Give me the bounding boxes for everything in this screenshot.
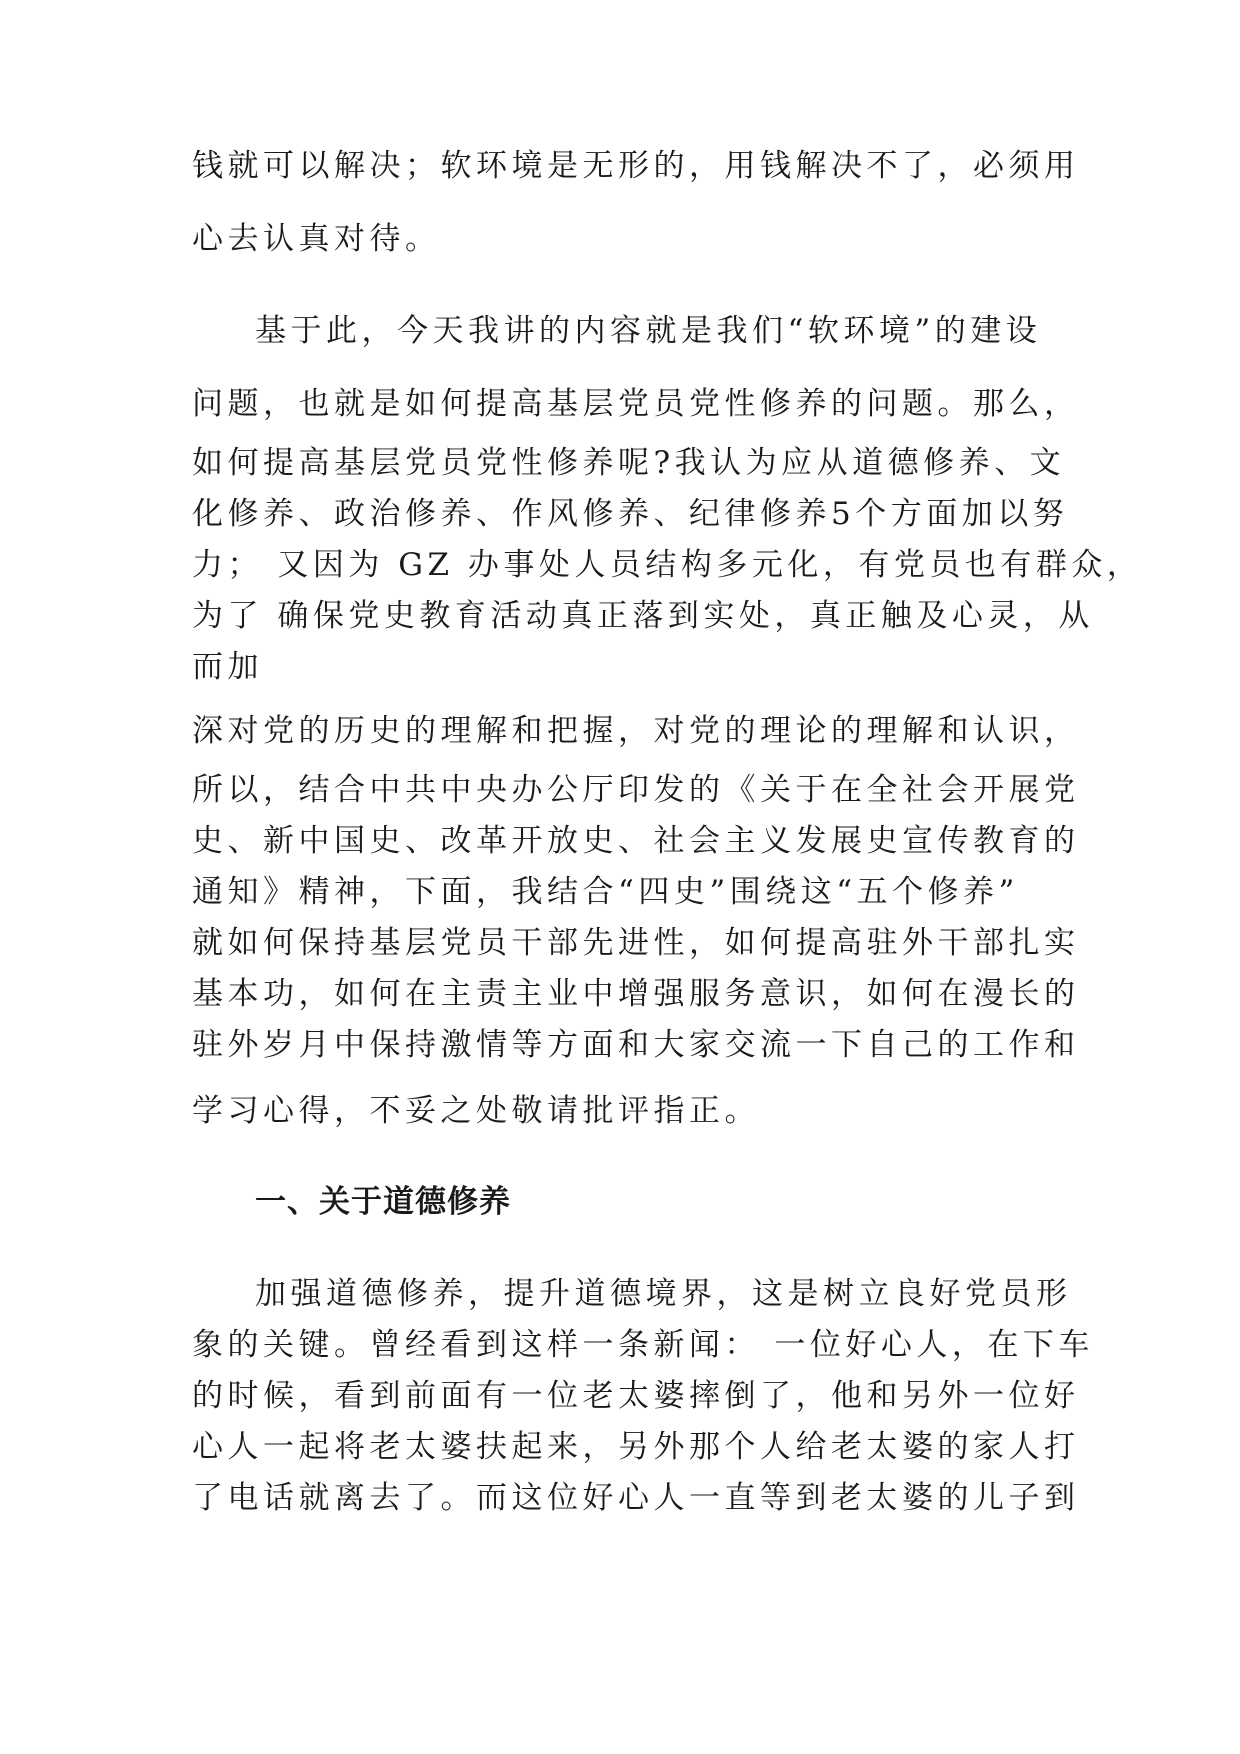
text-line: 而加 [192, 649, 263, 685]
text-line: 的时候，看到前面有一位老太婆摔倒了，他和另外一位好 [192, 1378, 1080, 1414]
text-line: 驻外岁月中保持激情等方面和大家交流一下自己的工作和 [192, 1027, 1080, 1063]
text-line: 基于此，今天我讲的内容就是我们“软环境”的建设 [255, 313, 1042, 349]
text-line: 所以，结合中共中央办公厅印发的《关于在全社会开展党 [192, 772, 1080, 808]
text-line: 基本功，如何在主责主业中增强服务意识，如何在漫长的 [192, 976, 1080, 1012]
text-line: 力； 又因为 GZ 办事处人员结构多元化，有党员也有群众， [192, 547, 1143, 583]
text-line: 史、新中国史、改革开放史、社会主义发展史宣传教育的 [192, 823, 1080, 859]
text-line: 为了 确保党史教育活动真正落到实处，真正触及心灵，从 [192, 598, 1094, 634]
text-line: 化修养、政治修养、作风修养、纪律修养5个方面加以努 [192, 496, 1069, 532]
text-line: 如何提高基层党员党性修养呢?我认为应从道德修养、文 [192, 445, 1066, 481]
section-heading: 一、关于道德修养 [255, 1184, 511, 1220]
text-line: 心去认真对待。 [192, 221, 441, 257]
text-line: 了电话就离去了。而这位好心人一直等到老太婆的儿子到 [192, 1480, 1080, 1516]
text-line: 象的关键。曾经看到这样一条新闻： 一位好心人，在下车 [192, 1327, 1094, 1363]
text-line: 就如何保持基层党员干部先进性，如何提高驻外干部扎实 [192, 925, 1080, 961]
text-line: 心人一起将老太婆扶起来，另外那个人给老太婆的家人打 [192, 1429, 1080, 1465]
text-line: 问题，也就是如何提高基层党员党性修养的问题。那么， [192, 386, 1080, 422]
text-line: 学习心得，不妥之处敬请批评指正。 [192, 1093, 760, 1129]
text-line: 加强道德修养，提升道德境界，这是树立良好党员形 [255, 1276, 1072, 1312]
text-line: 钱就可以解决；软环境是无形的，用钱解决不了，必须用 [192, 148, 1080, 184]
text-line: 通知》精神，下面，我结合“四史”围绕这“五个修养” [192, 874, 1019, 910]
text-line: 深对党的历史的理解和把握，对党的理论的理解和认识， [192, 713, 1080, 749]
